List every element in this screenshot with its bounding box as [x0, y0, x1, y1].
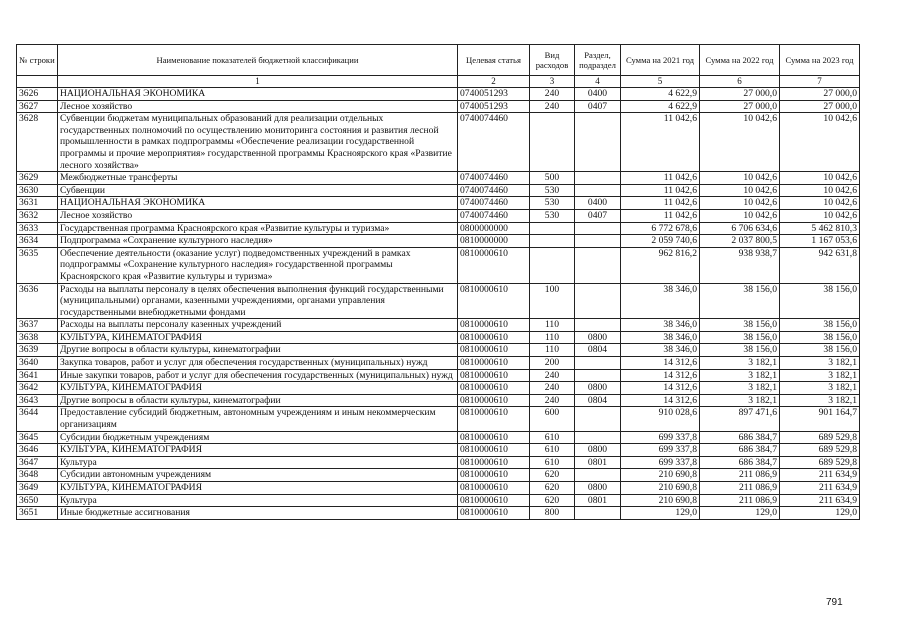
- column-number: 6: [700, 76, 780, 88]
- row-target-code: 0810000610: [458, 507, 530, 520]
- row-number: 3641: [17, 369, 58, 382]
- row-sum-2021: 11 042,6: [621, 197, 700, 210]
- row-sum-2021: 11 042,6: [621, 113, 700, 172]
- row-sum-2022: 38 156,0: [700, 319, 780, 332]
- table-row: [17, 394, 860, 407]
- table-row: [17, 247, 860, 283]
- row-name: Другие вопросы в области культуры, кинематографии: [58, 344, 458, 357]
- table-row: [17, 407, 860, 431]
- row-sum-2021: 699 337,8: [621, 444, 700, 457]
- row-number: 3637: [17, 319, 58, 332]
- column-number: 4: [575, 76, 621, 88]
- row-sum-2022: 211 086,9: [700, 469, 780, 482]
- column-number: 2: [458, 76, 530, 88]
- row-name: Расходы на выплаты персоналу казенных учреждений: [58, 319, 458, 332]
- row-sum-2023: 38 156,0: [780, 344, 860, 357]
- row-number: 3644: [17, 407, 58, 431]
- row-number: 3639: [17, 344, 58, 357]
- row-sum-2021: 11 042,6: [621, 184, 700, 197]
- row-name: КУЛЬТУРА, КИНЕМАТОГРАФИЯ: [58, 444, 458, 457]
- table-row: [17, 494, 860, 507]
- column-numbers-row: [17, 76, 860, 88]
- table-row: [17, 197, 860, 210]
- table-row: [17, 344, 860, 357]
- row-expense-type: 110: [530, 331, 575, 344]
- row-sum-2023: 942 631,8: [780, 247, 860, 283]
- row-sum-2021: 14 312,6: [621, 369, 700, 382]
- column-number: 7: [780, 76, 860, 88]
- row-name: Обеспечение деятельности (оказание услуг) подведомственных учреждений в рамках подпрограммы «Сохранение культурного наследия» государственной программы Красноярского края «Развитие культуры и туризма»: [58, 247, 458, 283]
- row-sum-2021: 4 622,9: [621, 88, 700, 101]
- header-vid: Вид расходов: [530, 45, 575, 76]
- row-sum-2023: 5 462 810,3: [780, 222, 860, 235]
- table-header-row: [17, 45, 860, 76]
- row-sum-2023: 38 156,0: [780, 319, 860, 332]
- row-sum-2022: 897 471,6: [700, 407, 780, 431]
- row-expense-type: 240: [530, 88, 575, 101]
- row-name: НАЦИОНАЛЬНАЯ ЭКОНОМИКА: [58, 88, 458, 101]
- row-target-code: 0810000610: [458, 247, 530, 283]
- row-section: 0804: [575, 344, 621, 357]
- row-expense-type: 620: [530, 494, 575, 507]
- row-expense-type: 240: [530, 369, 575, 382]
- row-expense-type: 240: [530, 382, 575, 395]
- row-sum-2022: 3 182,1: [700, 382, 780, 395]
- column-number-empty: [17, 76, 58, 88]
- row-section: 0804: [575, 394, 621, 407]
- table-row: [17, 319, 860, 332]
- row-sum-2021: 11 042,6: [621, 209, 700, 222]
- row-sum-2022: 211 086,9: [700, 494, 780, 507]
- table-row: [17, 88, 860, 101]
- row-section: [575, 247, 621, 283]
- row-sum-2023: 689 529,8: [780, 456, 860, 469]
- row-name: КУЛЬТУРА, КИНЕМАТОГРАФИЯ: [58, 482, 458, 495]
- row-expense-type: 110: [530, 319, 575, 332]
- row-target-code: 0740074460: [458, 172, 530, 185]
- row-sum-2021: 38 346,0: [621, 319, 700, 332]
- row-section: [575, 172, 621, 185]
- row-sum-2022: 27 000,0: [700, 88, 780, 101]
- row-number: 3642: [17, 382, 58, 395]
- row-sum-2021: 699 337,8: [621, 456, 700, 469]
- row-target-code: 0810000610: [458, 319, 530, 332]
- row-section: 0400: [575, 197, 621, 210]
- row-sum-2023: 10 042,6: [780, 113, 860, 172]
- table-body: [17, 88, 860, 520]
- row-sum-2022: 38 156,0: [700, 331, 780, 344]
- row-target-code: 0810000610: [458, 482, 530, 495]
- row-sum-2022: 6 706 634,6: [700, 222, 780, 235]
- row-section: [575, 184, 621, 197]
- row-sum-2022: 10 042,6: [700, 172, 780, 185]
- row-sum-2023: 3 182,1: [780, 394, 860, 407]
- row-expense-type: 600: [530, 407, 575, 431]
- row-target-code: 0810000610: [458, 344, 530, 357]
- row-name: Лесное хозяйство: [58, 209, 458, 222]
- row-name: Межбюджетные трансферты: [58, 172, 458, 185]
- row-number: 3634: [17, 235, 58, 248]
- row-sum-2021: 910 028,6: [621, 407, 700, 431]
- table-row: [17, 469, 860, 482]
- row-sum-2022: 10 042,6: [700, 184, 780, 197]
- row-expense-type: 530: [530, 209, 575, 222]
- table-row: [17, 456, 860, 469]
- row-name: Иные бюджетные ассигнования: [58, 507, 458, 520]
- table-row: [17, 184, 860, 197]
- row-expense-type: 610: [530, 444, 575, 457]
- row-sum-2022: 3 182,1: [700, 369, 780, 382]
- row-name: НАЦИОНАЛЬНАЯ ЭКОНОМИКА: [58, 197, 458, 210]
- row-expense-type: 620: [530, 482, 575, 495]
- row-sum-2022: 3 182,1: [700, 394, 780, 407]
- row-sum-2023: 27 000,0: [780, 100, 860, 113]
- row-sum-2023: 3 182,1: [780, 357, 860, 370]
- table-row: [17, 431, 860, 444]
- row-sum-2021: 4 622,9: [621, 100, 700, 113]
- row-sum-2021: 14 312,6: [621, 382, 700, 395]
- row-target-code: 0810000000: [458, 235, 530, 248]
- row-section: [575, 507, 621, 520]
- row-expense-type: 530: [530, 197, 575, 210]
- row-sum-2021: 210 690,8: [621, 469, 700, 482]
- row-target-code: 0810000610: [458, 369, 530, 382]
- row-section: [575, 407, 621, 431]
- row-target-code: 0810000610: [458, 283, 530, 319]
- row-sum-2022: 938 938,7: [700, 247, 780, 283]
- row-name: Расходы на выплаты персоналу в целях обеспечения выполнения функций государственными (муниципальными) органами, казенными учреждениями, органами управления государственными внебюджетными фондами: [58, 283, 458, 319]
- table-row: [17, 209, 860, 222]
- row-name: Другие вопросы в области культуры, кинематографии: [58, 394, 458, 407]
- row-sum-2023: 211 634,9: [780, 469, 860, 482]
- row-name: Культура: [58, 494, 458, 507]
- row-target-code: 0810000610: [458, 469, 530, 482]
- row-expense-type: [530, 235, 575, 248]
- row-name: Предоставление субсидий бюджетным, автономным учреждениям и иным некоммерческим организациям: [58, 407, 458, 431]
- row-expense-type: 100: [530, 283, 575, 319]
- row-sum-2022: 38 156,0: [700, 344, 780, 357]
- row-number: 3645: [17, 431, 58, 444]
- row-target-code: 0810000610: [458, 456, 530, 469]
- row-sum-2022: 10 042,6: [700, 113, 780, 172]
- row-sum-2022: 38 156,0: [700, 283, 780, 319]
- row-number: 3651: [17, 507, 58, 520]
- row-sum-2022: 686 384,7: [700, 444, 780, 457]
- row-number: 3631: [17, 197, 58, 210]
- row-expense-type: 240: [530, 100, 575, 113]
- row-sum-2023: 10 042,6: [780, 184, 860, 197]
- row-target-code: 0740051293: [458, 100, 530, 113]
- row-number: 3630: [17, 184, 58, 197]
- header-sum-2021: Сумма на 2021 год: [621, 45, 700, 76]
- row-target-code: 0810000610: [458, 331, 530, 344]
- row-sum-2022: 686 384,7: [700, 456, 780, 469]
- row-target-code: 0740074460: [458, 184, 530, 197]
- row-section: [575, 431, 621, 444]
- row-sum-2023: 38 156,0: [780, 331, 860, 344]
- row-section: [575, 222, 621, 235]
- row-expense-type: 610: [530, 431, 575, 444]
- row-number: 3632: [17, 209, 58, 222]
- row-sum-2021: 38 346,0: [621, 344, 700, 357]
- header-sum-2022: Сумма на 2022 год: [700, 45, 780, 76]
- row-target-code: 0740051293: [458, 88, 530, 101]
- header-num: № строки: [17, 45, 58, 76]
- row-expense-type: 800: [530, 507, 575, 520]
- row-name: Закупка товаров, работ и услуг для обеспечения государственных (муниципальных) нужд: [58, 357, 458, 370]
- row-expense-type: 110: [530, 344, 575, 357]
- row-sum-2021: 14 312,6: [621, 357, 700, 370]
- row-number: 3627: [17, 100, 58, 113]
- row-section: [575, 369, 621, 382]
- row-sum-2023: 3 182,1: [780, 369, 860, 382]
- row-number: 3650: [17, 494, 58, 507]
- row-sum-2023: 3 182,1: [780, 382, 860, 395]
- row-target-code: 0800000000: [458, 222, 530, 235]
- row-sum-2022: 27 000,0: [700, 100, 780, 113]
- row-expense-type: 500: [530, 172, 575, 185]
- row-sum-2023: 10 042,6: [780, 209, 860, 222]
- row-name: Подпрограмма «Сохранение культурного наследия»: [58, 235, 458, 248]
- row-number: 3649: [17, 482, 58, 495]
- row-target-code: 0740074460: [458, 197, 530, 210]
- header-code: Целевая статья: [458, 45, 530, 76]
- row-sum-2023: 211 634,9: [780, 494, 860, 507]
- row-name: Иные закупки товаров, работ и услуг для обеспечения государственных (муниципальных) нужд: [58, 369, 458, 382]
- row-sum-2021: 210 690,8: [621, 482, 700, 495]
- row-number: 3638: [17, 331, 58, 344]
- row-name: Лесное хозяйство: [58, 100, 458, 113]
- row-expense-type: [530, 113, 575, 172]
- row-name: Государственная программа Красноярского края «Развитие культуры и туризма»: [58, 222, 458, 235]
- row-sum-2023: 10 042,6: [780, 197, 860, 210]
- row-name: Субвенции бюджетам муниципальных образований для реализации отдельных государственных полномочий по осуществлению мониторинга состояния и развития лесной промышленности в рамках подпрограммы «Обеспечение реализации государственной программы и прочие мероприятия» государственной программы Красноярского края «Развитие лесного хозяйства»: [58, 113, 458, 172]
- row-number: 3626: [17, 88, 58, 101]
- table-row: [17, 369, 860, 382]
- row-target-code: 0740074460: [458, 209, 530, 222]
- row-section: [575, 319, 621, 332]
- row-expense-type: [530, 222, 575, 235]
- column-number: 3: [530, 76, 575, 88]
- row-name: КУЛЬТУРА, КИНЕМАТОГРАФИЯ: [58, 382, 458, 395]
- row-sum-2022: 3 182,1: [700, 357, 780, 370]
- row-sum-2022: 686 384,7: [700, 431, 780, 444]
- row-target-code: 0810000610: [458, 431, 530, 444]
- row-name: КУЛЬТУРА, КИНЕМАТОГРАФИЯ: [58, 331, 458, 344]
- row-sum-2021: 129,0: [621, 507, 700, 520]
- row-expense-type: 620: [530, 469, 575, 482]
- table-row: [17, 507, 860, 520]
- row-sum-2022: 211 086,9: [700, 482, 780, 495]
- table-row: [17, 283, 860, 319]
- row-sum-2021: 210 690,8: [621, 494, 700, 507]
- row-sum-2021: 38 346,0: [621, 331, 700, 344]
- row-target-code: 0810000610: [458, 357, 530, 370]
- row-section: [575, 357, 621, 370]
- table-row: [17, 235, 860, 248]
- row-sum-2021: 38 346,0: [621, 283, 700, 319]
- row-number: 3643: [17, 394, 58, 407]
- row-expense-type: 610: [530, 456, 575, 469]
- row-number: 3629: [17, 172, 58, 185]
- row-target-code: 0810000610: [458, 494, 530, 507]
- row-sum-2023: 211 634,9: [780, 482, 860, 495]
- row-target-code: 0810000610: [458, 407, 530, 431]
- row-target-code: 0740074460: [458, 113, 530, 172]
- row-sum-2023: 901 164,7: [780, 407, 860, 431]
- row-sum-2021: 14 312,6: [621, 394, 700, 407]
- row-section: 0400: [575, 88, 621, 101]
- budget-table: [16, 44, 860, 520]
- row-section: 0800: [575, 331, 621, 344]
- row-expense-type: 200: [530, 357, 575, 370]
- row-section: 0801: [575, 456, 621, 469]
- row-sum-2022: 129,0: [700, 507, 780, 520]
- row-section: 0800: [575, 482, 621, 495]
- row-number: 3647: [17, 456, 58, 469]
- row-name: Субсидии автономным учреждениям: [58, 469, 458, 482]
- table-row: [17, 222, 860, 235]
- row-expense-type: 530: [530, 184, 575, 197]
- row-section: 0801: [575, 494, 621, 507]
- row-sum-2023: 10 042,6: [780, 172, 860, 185]
- row-section: 0407: [575, 209, 621, 222]
- page-number: 791: [826, 597, 843, 608]
- row-target-code: 0810000610: [458, 444, 530, 457]
- table-row: [17, 444, 860, 457]
- row-section: 0800: [575, 382, 621, 395]
- row-number: 3633: [17, 222, 58, 235]
- row-number: 3628: [17, 113, 58, 172]
- row-sum-2021: 2 059 740,6: [621, 235, 700, 248]
- table-row: [17, 172, 860, 185]
- row-sum-2021: 699 337,8: [621, 431, 700, 444]
- row-section: [575, 283, 621, 319]
- column-number: 1: [58, 76, 458, 88]
- row-sum-2023: 129,0: [780, 507, 860, 520]
- row-sum-2023: 689 529,8: [780, 431, 860, 444]
- row-name: Культура: [58, 456, 458, 469]
- header-sum-2023: Сумма на 2023 год: [780, 45, 860, 76]
- row-sum-2022: 10 042,6: [700, 197, 780, 210]
- table-row: [17, 382, 860, 395]
- table-row: [17, 331, 860, 344]
- header-name: Наименование показателей бюджетной классификации: [58, 45, 458, 76]
- row-target-code: 0810000610: [458, 382, 530, 395]
- header-razdel: Раздел, подраздел: [575, 45, 621, 76]
- row-number: 3646: [17, 444, 58, 457]
- table-row: [17, 113, 860, 172]
- table-row: [17, 100, 860, 113]
- row-name: Субсидии бюджетным учреждениям: [58, 431, 458, 444]
- row-number: 3635: [17, 247, 58, 283]
- row-sum-2021: 6 772 678,6: [621, 222, 700, 235]
- row-sum-2021: 962 816,2: [621, 247, 700, 283]
- column-number: 5: [621, 76, 700, 88]
- row-section: [575, 113, 621, 172]
- row-sum-2022: 2 037 800,5: [700, 235, 780, 248]
- row-sum-2023: 1 167 053,6: [780, 235, 860, 248]
- row-number: 3648: [17, 469, 58, 482]
- row-sum-2023: 38 156,0: [780, 283, 860, 319]
- row-expense-type: [530, 247, 575, 283]
- row-section: 0800: [575, 444, 621, 457]
- row-sum-2023: 689 529,8: [780, 444, 860, 457]
- row-number: 3640: [17, 357, 58, 370]
- row-section: 0407: [575, 100, 621, 113]
- row-section: [575, 235, 621, 248]
- row-sum-2023: 27 000,0: [780, 88, 860, 101]
- row-target-code: 0810000610: [458, 394, 530, 407]
- row-sum-2022: 10 042,6: [700, 209, 780, 222]
- table-row: [17, 357, 860, 370]
- table-row: [17, 482, 860, 495]
- row-expense-type: 240: [530, 394, 575, 407]
- row-number: 3636: [17, 283, 58, 319]
- row-sum-2021: 11 042,6: [621, 172, 700, 185]
- row-name: Субвенции: [58, 184, 458, 197]
- row-section: [575, 469, 621, 482]
